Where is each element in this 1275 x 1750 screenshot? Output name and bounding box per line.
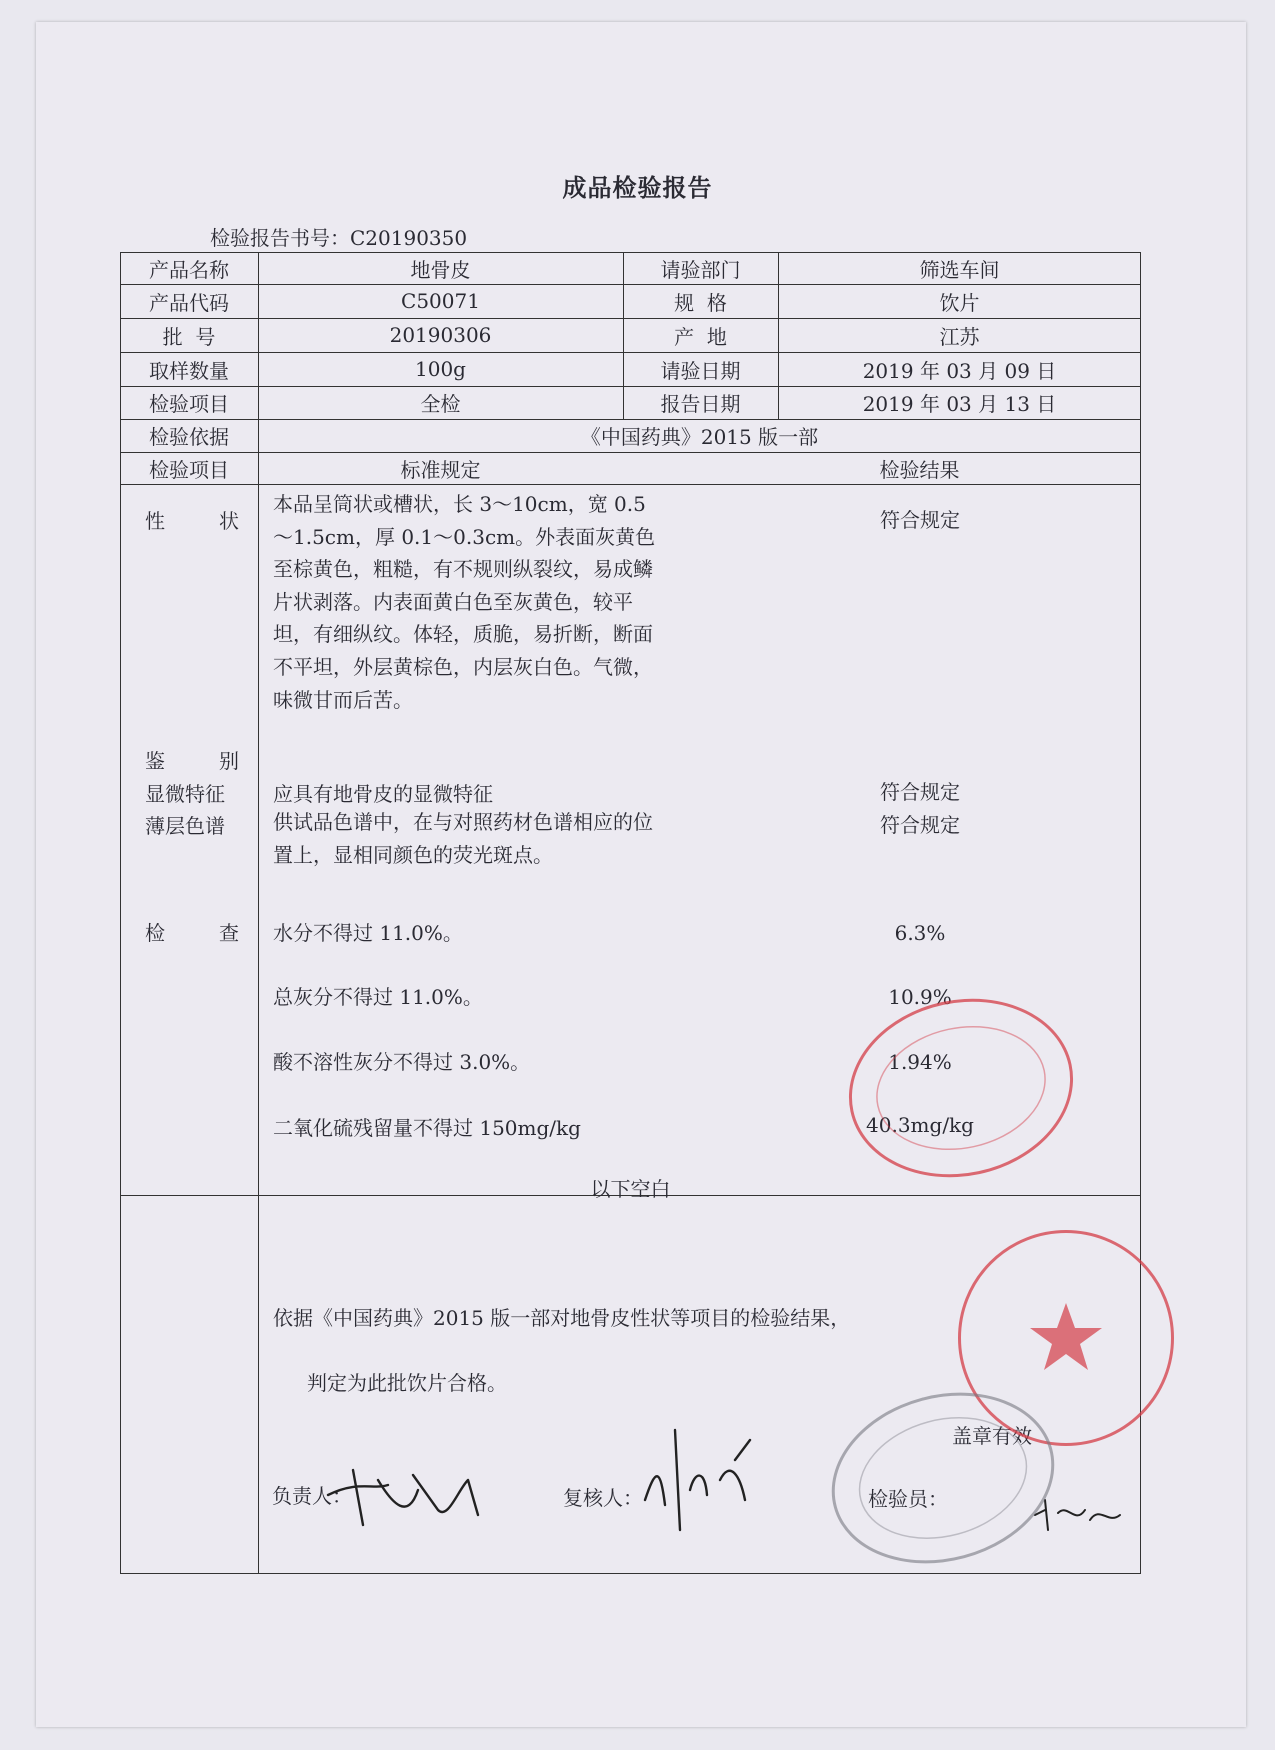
value-report-date: 2019 年 03 月 13 日 (862, 392, 1057, 416)
document-title: 成品检验报告 (562, 173, 713, 202)
label-product-name: 产品名称 (149, 257, 229, 282)
standard-so2: 二氧化硫残留量不得过 150mg/kg (273, 1116, 581, 1140)
result-so2: 40.3mg/kg (866, 1113, 974, 1137)
report-number-label: 检验报告书号： (210, 226, 350, 250)
header-standard: 标准规定 (400, 457, 481, 482)
label-inspector: 检验员： (868, 1487, 948, 1511)
label-spec: 规 格 (674, 290, 727, 315)
label-microscopy: 显微特征 (145, 782, 225, 806)
report-number (210, 222, 467, 251)
responsible-signature (318, 1450, 498, 1540)
value-request-dept: 筛选车间 (919, 257, 1000, 282)
label-product-code: 产品代码 (149, 290, 229, 315)
standard-acid-ash: 酸不溶性灰分不得过 3.0%。 (273, 1050, 531, 1074)
result-acid-ash: 1.94% (888, 1050, 952, 1074)
conclusion-line1: 依据《中国药典》2015 版一部对地骨皮性状等项目的检验结果， (273, 1306, 851, 1330)
label-origin: 产 地 (674, 324, 727, 349)
reviewer-signature (635, 1420, 775, 1540)
label-basis: 检验依据 (149, 425, 229, 449)
standard-tlc: 供试品色谱中，在与对照药材色谱相应的位置上，显相同颜色的荧光斑点。 (273, 810, 653, 867)
result-character: 符合规定 (880, 507, 960, 532)
value-spec: 饮片 (939, 290, 980, 315)
value-product-name: 地骨皮 (410, 257, 471, 282)
header-item: 检验项目 (149, 457, 229, 482)
label-character: 性 状 (145, 509, 239, 533)
value-request-date: 2019 年 03 月 09 日 (862, 358, 1057, 383)
label-tlc: 薄层色谱 (145, 814, 225, 838)
header-result: 检验结果 (879, 457, 960, 482)
report-number-value: C20190350 (350, 226, 468, 250)
value-origin: 江苏 (939, 324, 980, 349)
result-moisture: 6.3% (894, 921, 946, 945)
blank-note: 以下空白 (590, 1176, 671, 1201)
label-identification: 鉴 别 (145, 749, 239, 773)
label-request-date: 请验日期 (660, 358, 741, 383)
label-request-dept: 请验部门 (660, 257, 741, 282)
result-microscopy: 符合规定 (880, 779, 960, 804)
label-inspection: 检 查 (145, 921, 239, 945)
value-sample-qty: 100g (415, 357, 466, 381)
label-sample-qty: 取样数量 (149, 358, 229, 383)
value-batch-no: 20190306 (389, 323, 492, 347)
standard-character: 本品呈筒状或槽状，长 3～10cm，宽 0.5～1.5cm，厚 0.1～0.3cm。外表面灰黄色至棕黄色，粗糙，有不规则纵裂纹，易成鳞片状剥落。内表面黄白色至灰黄色，较平坦，有细纵纹。体轻，质脆，易折断，断面不平坦，外层黄棕色，内层灰白色。气微，味微甘而后苦。 (273, 492, 656, 712)
label-batch-no: 批 号 (162, 324, 216, 349)
label-test-item: 检验项目 (149, 392, 229, 416)
label-responsible: 负责人： (272, 1484, 352, 1508)
seal-star-icon (1026, 1298, 1106, 1378)
result-total-ash: 10.9% (888, 985, 952, 1009)
standard-total-ash: 总灰分不得过 11.0%。 (273, 985, 483, 1009)
standard-microscopy: 应具有地骨皮的显微特征 (273, 782, 493, 806)
label-reviewer: 复核人： (563, 1486, 643, 1510)
standard-moisture: 水分不得过 11.0%。 (273, 921, 463, 945)
conclusion-line2: 判定为此批饮片合格。 (307, 1371, 507, 1395)
seal-valid-note: 盖章有效 (952, 1424, 1032, 1448)
result-tlc: 符合规定 (880, 812, 960, 837)
value-test-item: 全检 (420, 392, 461, 416)
value-basis: 《中国药典》2015 版一部 (580, 425, 819, 449)
label-report-date: 报告日期 (660, 392, 741, 416)
value-product-code: C50071 (401, 289, 480, 313)
